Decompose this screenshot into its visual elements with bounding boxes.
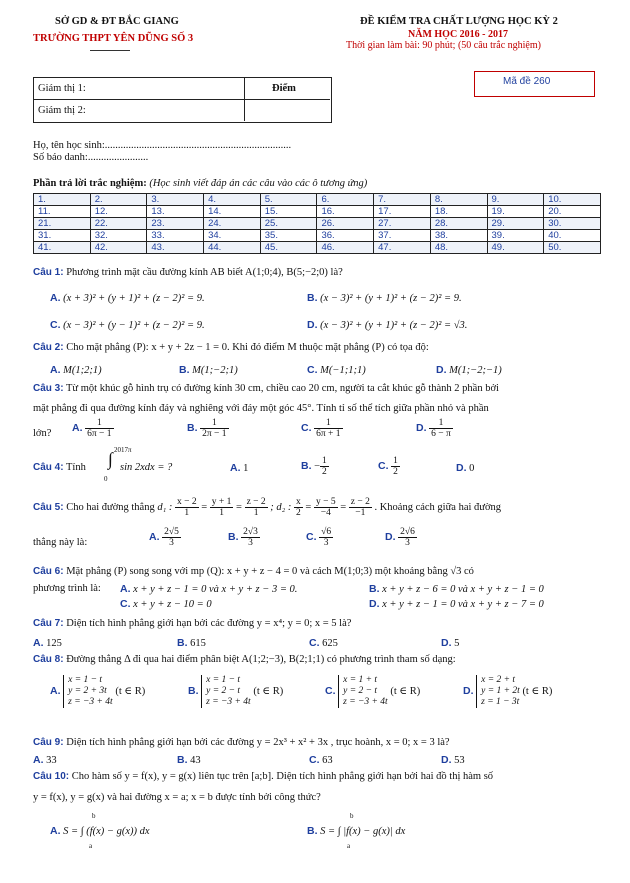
answer-section-title: Phần trả lời trắc nghiệm: (33, 178, 147, 189)
question-4: Câu 4: Tính (33, 462, 86, 473)
answer-cell[interactable]: 37. (374, 230, 431, 242)
answer-cell[interactable]: 20. (544, 206, 601, 218)
answer-cell[interactable]: 3. (147, 194, 204, 206)
q1-option-c[interactable]: C. (x − 3)² + (y − 1)² + (z − 2)² = 9. (50, 319, 205, 331)
question-10-line-2: y = f(x), y = g(x) và hai đường x = a; x = b được tính bởi công thức? (33, 792, 321, 803)
q6-option-b[interactable]: B. x + y + z − 6 = 0 và x + y + z − 1 = 0 (369, 583, 544, 595)
answer-cell[interactable]: 30. (544, 218, 601, 230)
question-9: Câu 9: Diện tích hình phẳng giới hạn bởi các đường y = 2x³ + x² + 3x , trục hoành, x = 0; x = 3 là? (33, 737, 450, 748)
answer-cell[interactable]: 33. (147, 230, 204, 242)
answer-cell[interactable]: 35. (260, 230, 317, 242)
question-3-line-3: lớn? (33, 428, 52, 439)
q3-option-a[interactable]: A. $\frac{1}{6\pi - 1}$ (72, 418, 112, 439)
answer-cell[interactable]: 25. (260, 218, 317, 230)
q9-option-d[interactable]: D. 53 (441, 754, 465, 766)
answer-cell[interactable]: 1. (34, 194, 91, 206)
q1-option-d[interactable]: D. (x − 3)² + (y + 1)² + (z − 2)² = √3. (307, 319, 468, 331)
answer-cell[interactable]: 43. (147, 242, 204, 254)
answer-cell[interactable]: 29. (487, 218, 544, 230)
q2-option-b[interactable]: B. M(1;−2;1) (179, 364, 238, 376)
q9-option-b[interactable]: B. 43 (177, 754, 201, 766)
q8-option-c[interactable]: C. x = 1 + t y = 2 − t z = −3 + 4t (t ∈ R) (325, 675, 421, 707)
q3-option-d[interactable]: D. $\frac{1}{6 - \pi}$ (416, 418, 451, 439)
answer-cell[interactable]: 39. (487, 230, 544, 242)
answer-cell[interactable]: 10. (544, 194, 601, 206)
answer-cell[interactable]: 41. (34, 242, 91, 254)
exam-code: Mã đề 260 (503, 76, 551, 87)
answer-cell[interactable]: 16. (317, 206, 374, 218)
answer-cell[interactable]: 27. (374, 218, 431, 230)
q7-option-c[interactable]: C. 625 (309, 637, 338, 649)
q3-option-b[interactable]: B. $\frac{1}{2\pi - 1}$ (187, 418, 227, 439)
answer-cell[interactable]: 2. (90, 194, 147, 206)
answer-cell[interactable]: 18. (430, 206, 487, 218)
q4-option-c[interactable]: C. $\frac{1}{2}$ (378, 456, 398, 477)
q1-option-a[interactable]: A. (x + 3)² + (y + 1)² + (z − 2)² = 9. (50, 292, 205, 304)
answer-row (34, 218, 601, 230)
q5-option-b[interactable]: B. $\frac{2√3}{3}$ (228, 527, 258, 548)
q3-option-c[interactable]: C. $\frac{1}{6\pi + 1}$ (301, 418, 341, 439)
grader-2-label: Giám thị 2: (38, 105, 86, 116)
answer-section-note: (Học sinh viết đáp án các câu vào các ô tương ứng) (149, 178, 368, 189)
answer-cell[interactable]: 22. (90, 218, 147, 230)
question-5: Câu 5: Cho hai đường thẳng d₁ : $\frac{x - 2}{1}$ = $\frac{y + 1}{1}$ = $\frac{z - 2}{1}$ ; d₂ : $\frac{x}{2}$ = $\frac{y - 5}{-4}$ = $\frac{z - 2}{-1}$ . Khoảng cách giữa hai đường (33, 497, 502, 518)
answer-cell[interactable]: 7. (374, 194, 431, 206)
q8-option-a[interactable]: A. x = 1 − t y = 2 + 3t z = −3 + 4t (t ∈ R) (50, 675, 146, 707)
q8-option-d[interactable]: D. x = 2 + t y = 1 + 2t z = 1 − 3t (t ∈ R) (463, 675, 553, 707)
answer-cell[interactable]: 28. (430, 218, 487, 230)
student-id-field[interactable]: Số báo danh:....................... (33, 152, 149, 163)
answer-cell[interactable]: 5. (260, 194, 317, 206)
q5-option-a[interactable]: A. $\frac{2√5}{3}$ (149, 527, 179, 548)
answer-cell[interactable]: 40. (544, 230, 601, 242)
answer-cell[interactable]: 32. (90, 230, 147, 242)
question-1 (33, 267, 343, 278)
q10-a-lower: a (89, 842, 93, 850)
q9-option-a[interactable]: A. 33 (33, 754, 57, 766)
answer-cell[interactable]: 38. (430, 230, 487, 242)
question-6-line-2: phương trình là: (33, 583, 101, 594)
answer-cell[interactable]: 23. (147, 218, 204, 230)
answer-row (34, 242, 601, 254)
school-year: NĂM HỌC 2016 - 2017 (408, 29, 508, 40)
q7-option-b[interactable]: B. 615 (177, 637, 206, 649)
answer-cell[interactable]: 14. (204, 206, 261, 218)
question-7: Câu 7: Diện tích hình phẳng giới hạn bởi các đường y = x⁴; y = 0; x = 5 là? (33, 618, 352, 629)
school-name: TRƯỜNG THPT YÊN DŨNG SỐ 3 (33, 33, 194, 44)
q6-option-c[interactable]: C. x + y + z − 10 = 0 (120, 598, 212, 610)
student-name-field[interactable]: Họ, tên học sinh:....................................................................... (33, 140, 292, 151)
integral-upper: 2017π (114, 446, 132, 454)
q10-a-upper: b (92, 812, 96, 820)
dept-name: SỞ GD & ĐT BẮC GIANG (55, 16, 179, 27)
integral-lower: 0 (104, 475, 108, 483)
answer-cell[interactable]: 19. (487, 206, 544, 218)
answer-cell[interactable]: 31. (34, 230, 91, 242)
q10-option-b[interactable]: B. S = ∫ |f(x) − g(x)| dx (307, 825, 406, 837)
q7-option-a[interactable]: A. 125 (33, 637, 62, 649)
q9-option-c[interactable]: C. 63 (309, 754, 333, 766)
q8-option-b[interactable]: B. x = 1 − t y = 2 − t z = −3 + 4t (t ∈ R) (188, 675, 284, 707)
question-6: Câu 6: Mặt phẳng (P) song song với mp (Q): x + y + z − 4 = 0 và cách M(1;0;3) một khoảng bằng √3 có (33, 566, 474, 577)
answer-row (34, 194, 601, 206)
answer-cell[interactable]: 42. (90, 242, 147, 254)
q10-option-a[interactable]: A. S = ∫ (f(x) − g(x)) dx (50, 825, 150, 837)
question-2: Câu 2: Cho mặt phẳng (P): x + y + 2z − 1 = 0. Khi đó điểm M thuộc mặt phẳng (P) có tọa độ: (33, 342, 429, 353)
answer-cell[interactable]: 48. (430, 242, 487, 254)
answer-cell[interactable]: 36. (317, 230, 374, 242)
q2-option-a[interactable]: A. M(1;2;1) (50, 364, 102, 376)
integral-sign: ∫ (108, 449, 113, 469)
answer-section-heading (33, 178, 367, 189)
question-5-line-2: thẳng này là: (33, 537, 88, 548)
question-8: Câu 8: Đường thẳng Δ đi qua hai điểm phân biệt A(1;2;−3), B(2;1;1) có phương trình tham số dạng: (33, 654, 456, 665)
q5-option-c[interactable]: C. $\frac{√6}{3}$ (306, 527, 332, 548)
answer-cell[interactable]: 8. (430, 194, 487, 206)
q4-option-a[interactable]: A. 1 (230, 462, 249, 474)
q4-option-b[interactable]: B. − $\frac{1}{2}$ (301, 456, 327, 477)
answer-cell[interactable]: 24. (204, 218, 261, 230)
answer-grid (33, 193, 601, 254)
answer-cell[interactable]: 45. (260, 242, 317, 254)
answer-row (34, 206, 601, 218)
score-label: Điểm (272, 83, 296, 94)
question-label: Câu 1: (33, 267, 64, 278)
question-text: Phương trình mặt cầu đường kính AB biết A(1;0;4), B(5;−2;0) là? (66, 267, 343, 278)
answer-cell[interactable]: 6. (317, 194, 374, 206)
question-3: Câu 3: Từ một khúc gỗ hình trụ có đường kính 30 cm, chiều cao 20 cm, người ta cắt khúc gỗ thành 2 phần bởi (33, 383, 499, 394)
exam-title: ĐỀ KIỂM TRA CHẤT LƯỢNG HỌC KỲ 2 (360, 16, 558, 27)
answer-cell[interactable]: 15. (260, 206, 317, 218)
answer-cell[interactable]: 17. (374, 206, 431, 218)
header-divider (90, 50, 130, 51)
answer-row (34, 230, 601, 242)
grader-divider-v (244, 77, 245, 121)
q10-b-lower: a (347, 842, 351, 850)
q2-option-d[interactable]: D. M(1;−2;−1) (436, 364, 502, 376)
answer-cell[interactable]: 26. (317, 218, 374, 230)
question-10: Câu 10: Cho hàm số y = f(x), y = g(x) liên tục trên [a;b]. Diện tích hình phẳng giới hạn bởi hai đồ thị hàm số (33, 771, 494, 782)
exam-time: Thời gian làm bài: 90 phút; (50 câu trắc nghiệm) (346, 40, 541, 51)
answer-cell[interactable]: 49. (487, 242, 544, 254)
q10-b-upper: b (350, 812, 354, 820)
q7-option-d[interactable]: D. 5 (441, 637, 460, 649)
answer-cell[interactable]: 44. (204, 242, 261, 254)
answer-cell[interactable]: 11. (34, 206, 91, 218)
q4-option-d[interactable]: D. 0 (456, 462, 475, 474)
answer-cell[interactable]: 13. (147, 206, 204, 218)
question-3-line-2: mặt phẳng đi qua đường kính đáy và nghiêng với đáy một góc 45°. Tính tỉ số thể tích giữa phần nhỏ và phần (33, 403, 489, 414)
answer-cell[interactable]: 50. (544, 242, 601, 254)
answer-cell[interactable]: 12. (90, 206, 147, 218)
q1-option-b[interactable]: B. (x − 3)² + (y + 1)² + (z − 2)² = 9. (307, 292, 462, 304)
q2-option-c[interactable]: C. M(−1;1;1) (307, 364, 366, 376)
q6-option-a[interactable]: A. x + y + z − 1 = 0 và x + y + z − 3 = 0. (120, 583, 298, 595)
answer-cell[interactable]: 4. (204, 194, 261, 206)
answer-cell[interactable]: 9. (487, 194, 544, 206)
q6-option-d[interactable]: D. x + y + z − 1 = 0 và x + y + z − 7 = 0 (369, 598, 544, 610)
q5-option-d[interactable]: D. $\frac{2√6}{3}$ (385, 527, 415, 548)
answer-cell[interactable]: 47. (374, 242, 431, 254)
answer-cell[interactable]: 46. (317, 242, 374, 254)
integral-expression: sin 2xdx = ? (120, 462, 173, 473)
answer-cell[interactable]: 34. (204, 230, 261, 242)
grader-divider-h (33, 99, 330, 100)
answer-cell[interactable]: 21. (34, 218, 91, 230)
grader-1-label: Giám thị 1: (38, 83, 86, 94)
